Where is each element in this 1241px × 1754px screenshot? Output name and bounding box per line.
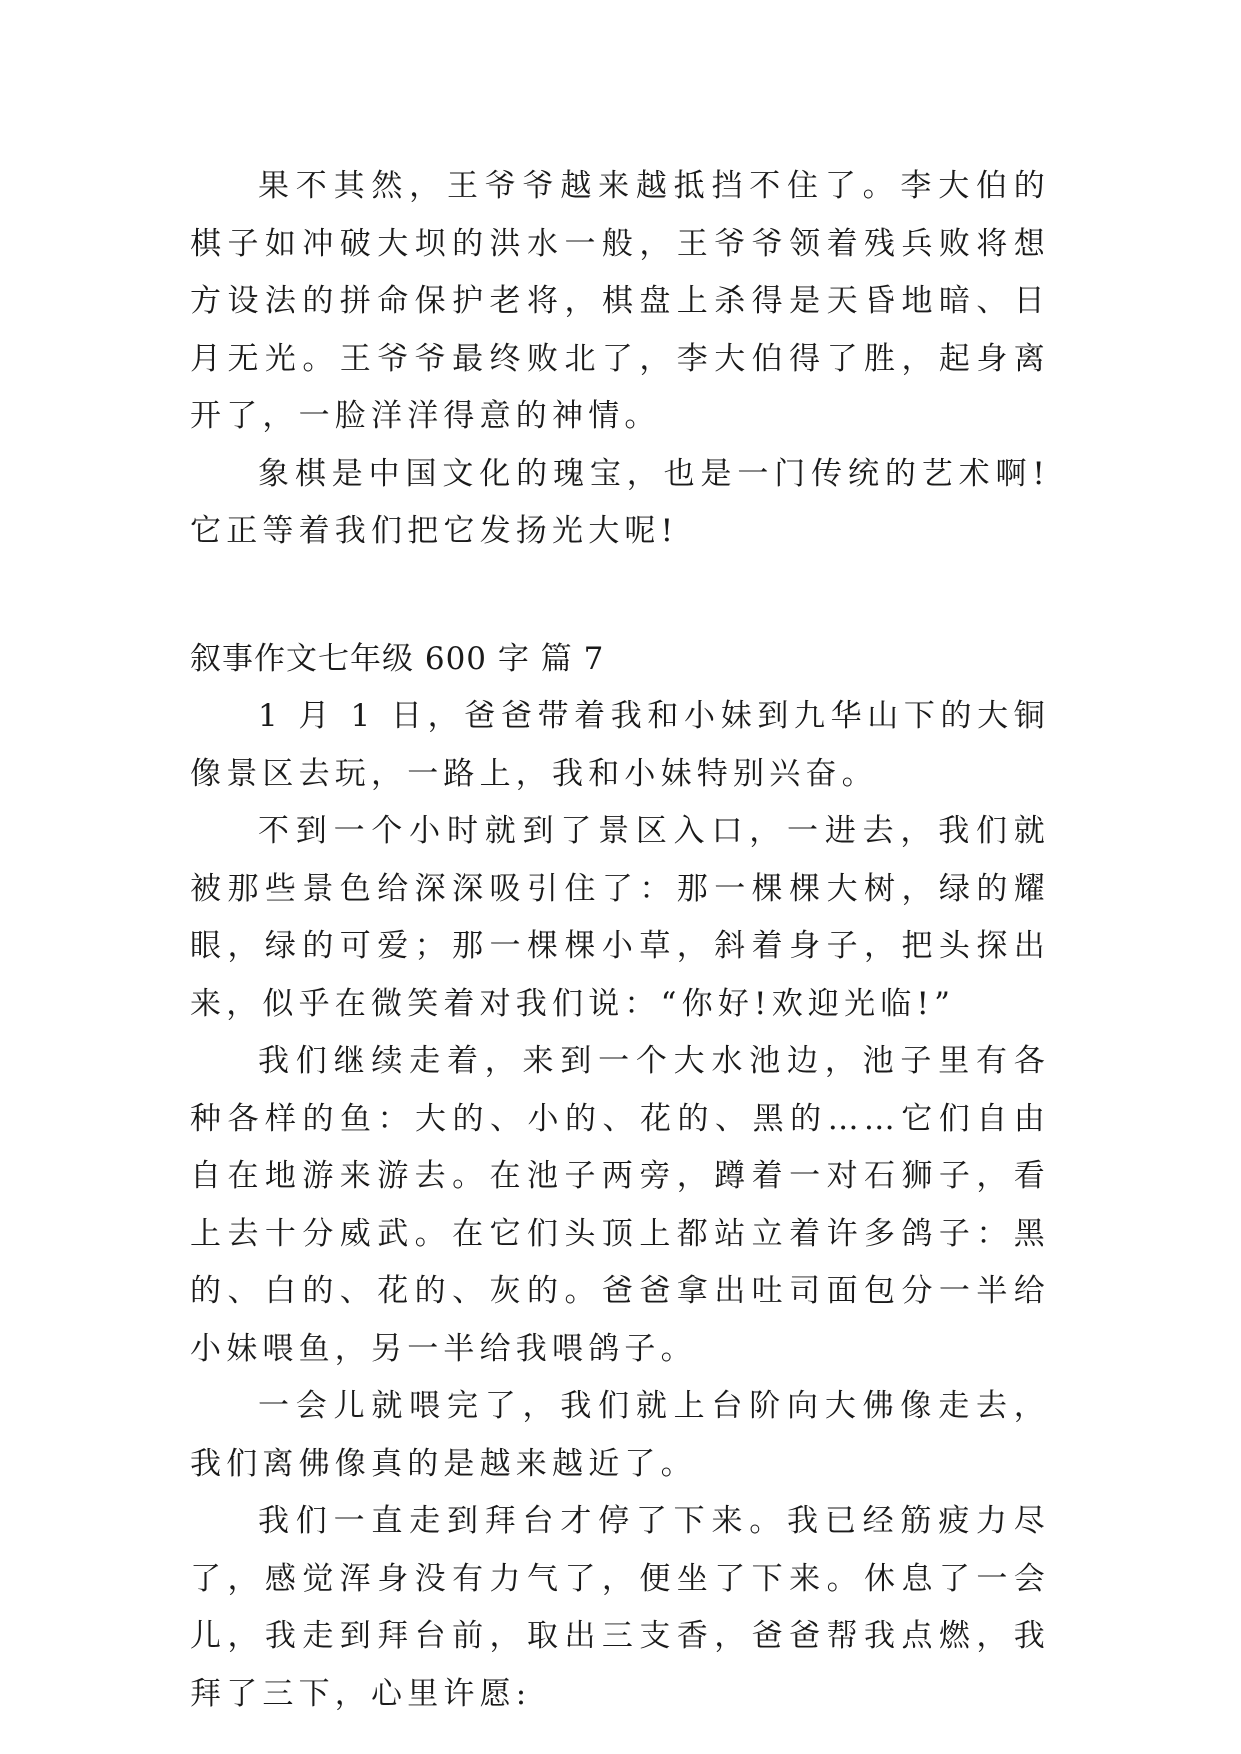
paragraph-scenery: 不到一个小时就到了景区入口，一进去，我们就被那些景色给深深吸引住了：那一棵棵大树，绿的耀眼，绿的可爱；那一棵棵小草，斜着身子，把头探出来，似乎在微笑着对我们说：“你好!欢迎光临!” [190, 813, 1050, 1022]
paragraph-worship: 我们一直走到拜台才停了下来。我已经筋疲力尽了，感觉浑身没有力气了，便坐了下来。休息了一会儿，我走到拜台前，取出三支香，爸爸帮我点燃，我拜了三下，心里许愿: [190, 1503, 1050, 1712]
paragraph-trip-start: 1 月 1 日，爸爸带着我和小妹到九华山下的大铜像景区去玩，一路上，我和小妹特别兴奋。 [190, 698, 1050, 792]
paragraph-pond: 我们继续走着，来到一个大水池边，池子里有各种各样的鱼：大的、小的、花的、黑的……它们自由自在地游来游去。在池子两旁，蹲着一对石狮子，看上去十分威武。在它们头顶上都站立着许多鸽子：黑的、白的、花的、灰的。爸爸拿出吐司面包分一半给小妹喂鱼，另一半给我喂鸽子。 [190, 1043, 1050, 1367]
paragraph-approach-buddha: 一会儿就喂完了，我们就上台阶向大佛像走去，我们离佛像真的是越来越近了。 [190, 1388, 1050, 1482]
section-heading: 叙事作文七年级 600 字 篇 7 [190, 640, 605, 677]
paragraph-chess-conclusion: 象棋是中国文化的瑰宝，也是一门传统的艺术啊!它正等着我们把它发扬光大呢! [190, 455, 1050, 549]
paragraph-chess-ending: 果不其然，王爷爷越来越抵挡不住了。李大伯的棋子如冲破大坝的洪水一般，王爷爷领着残兵败将想方设法的拼命保护老将，棋盘上杀得是天昏地暗、日月无光。王爷爷最终败北了，李大伯得了胜，起身离开了，一脸洋洋得意的神情。 [190, 168, 1050, 434]
document-page [190, 158, 1050, 1723]
